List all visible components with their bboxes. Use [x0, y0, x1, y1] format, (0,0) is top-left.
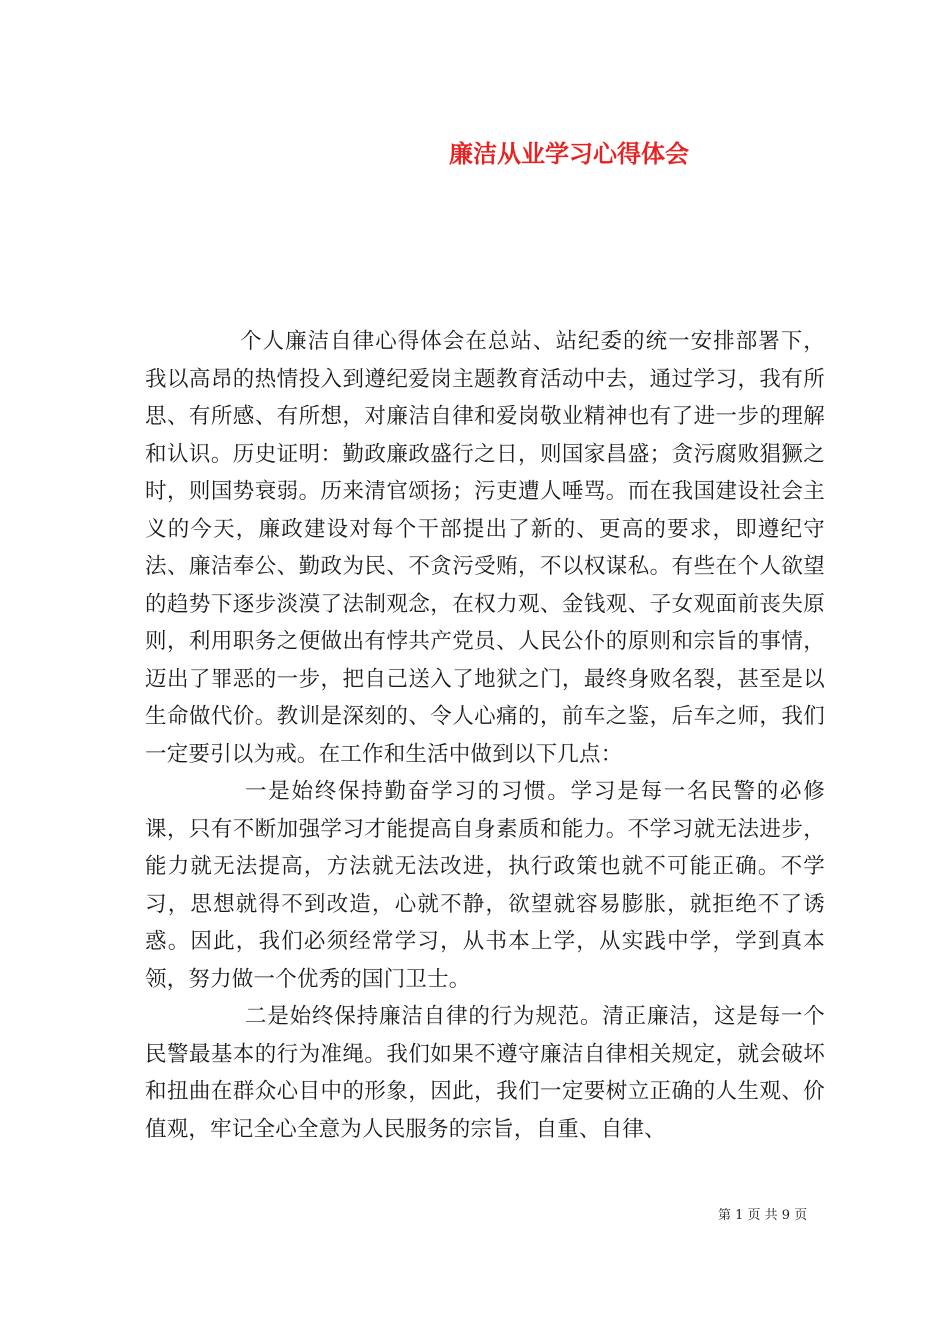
paragraph-point-one: 一是始终保持勤奋学习的习惯。学习是每一名民警的必修课，只有不断加强学习才能提高自身素质和能力。不学习就无法进步，能力就无法提高，方法就无法改进，执行政策也就不可能正确。不学习，思想就得不到改造，心就不静，欲望就容易膨胀，就拒绝不了诱惑。因此，我们必须经常学习，从书本上学，从实践中学，学到真本领，努力做一个优秀的国门卫士。	[145, 779, 825, 992]
paragraph-intro: 个人廉洁自律心得体会在总站、站纪委的统一安排部署下，我以高昂的热情投入到遵纪爱岗主题教育活动中去，通过学习，我有所思、有所感、有所想，对廉洁自律和爱岗敬业精神也有了进一步的理解和认识。历史证明：勤政廉政盛行之日，则国家昌盛；贪污腐败猖獗之时，则国势衰弱。历来清官颂扬；污吏遭人唾骂。而在我国建设社会主义的今天，廉政建设对每个干部提出了新的、更高的要求，即遵纪守法、廉洁奉公、勤政为民、不贪污受贿，不以权谋私。有些在个人欲望的趋势下逐步淡漠了法制观念，在权力观、金钱观、子女观面前丧失原则，利用职务之便做出有悖共产党员、人民公仆的原则和宗旨的事情，迈出了罪恶的一步，把自己送入了地狱之门，最终身败名裂，甚至是以生命做代价。教训是深刻的、令人心痛的，前车之鉴，后车之师，我们一定要引以为戒。在工作和生活中做到以下几点：	[145, 329, 825, 767]
paragraph-point-two: 二是始终保持廉洁自律的行为规范。清正廉洁，这是每一个民警最基本的行为准绳。我们如果不遵守廉洁自律相关规定，就会破坏和扭曲在群众心目中的形象，因此，我们一定要树立正确的人生观、价值观，牢记全心全意为人民服务的宗旨，自重、自律、	[145, 1004, 825, 1142]
page-number-footer: 第 1 页 共 9 页	[718, 1208, 808, 1223]
document-body	[145, 323, 825, 1148]
document-title: 廉洁从业学习心得体会	[449, 139, 689, 168]
